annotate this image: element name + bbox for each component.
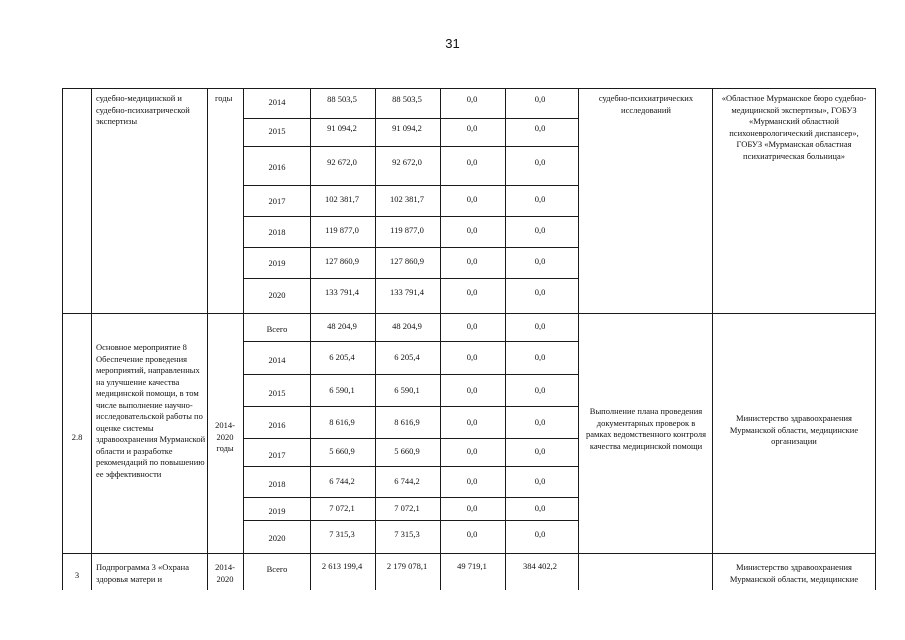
block2-total: 6 744,2 [329,476,355,486]
block3-col1: 2 179 078,1 [386,561,428,571]
block1-col1: 127 860,9 [390,256,424,266]
table-border [875,88,876,590]
block2-year: 2014 [268,355,286,365]
block2-col2: 0,0 [466,503,478,513]
page-number: 31 [445,36,460,51]
block2-col2: 0,0 [466,476,478,486]
block1-year: 2020 [268,290,286,300]
block1-period: годы [215,93,233,103]
block3-year: Всего [266,564,288,574]
table-border [62,313,876,314]
block1-total: 88 503,5 [327,94,357,104]
block2-col3: 0,0 [534,417,546,427]
block1-year: 2017 [268,196,286,206]
block2-col1: 8 616,9 [394,417,420,427]
table-border [243,88,244,590]
row-border [243,438,578,439]
block1-col3: 0,0 [534,256,546,266]
block1-year: 2015 [268,126,286,136]
block2-col3: 0,0 [534,529,546,539]
row-border [243,520,578,521]
block2-total: 48 204,9 [327,321,357,331]
block2-year: Всего [266,324,288,334]
block1-col2: 0,0 [466,157,478,167]
block3-executor: Министерство здравоохранения Мурманской области, медицинские [729,562,859,584]
block2-year: 2017 [268,450,286,460]
block1-col2: 0,0 [466,194,478,204]
block2-total: 5 660,9 [329,446,355,456]
block2-year: 2018 [268,479,286,489]
table-border [440,88,441,590]
table-border [505,88,506,590]
block2-col1: 7 315,3 [394,529,420,539]
block2-col1: 7 072,1 [394,503,420,513]
block1-total: 92 672,0 [327,157,357,167]
block2-total: 7 072,1 [329,503,355,513]
block3-col2: 49 719,1 [457,561,487,571]
table-border [62,88,876,89]
block2-col2: 0,0 [466,385,478,395]
block2-col2: 0,0 [466,446,478,456]
block2-col3: 0,0 [534,476,546,486]
block1-col1: 119 877,0 [390,225,424,235]
table-border [578,88,579,590]
block1-year: 2018 [268,227,286,237]
block1-total: 133 791,4 [325,287,359,297]
block2-total: 7 315,3 [329,529,355,539]
block1-col3: 0,0 [534,94,546,104]
block1-col2: 0,0 [466,287,478,297]
block2-number: 2.8 [71,432,83,442]
block1-total: 91 094,2 [327,123,357,133]
block1-col1: 92 672,0 [392,157,422,167]
block2-total: 6 590,1 [329,385,355,395]
row-border [243,118,578,119]
block1-col2: 0,0 [466,123,478,133]
block3-col3: 384 402,2 [523,561,557,571]
block1-total: 119 877,0 [325,225,359,235]
block1-total: 127 860,9 [325,256,359,266]
row-border [243,278,578,279]
block1-result: судебно-психиатрических исследований [598,93,694,115]
block2-period: 2014-2020 годы [215,420,235,453]
block2-executor: Министерство здравоохранения Мурманской области, медицинские организации [729,413,859,446]
block2-col2: 0,0 [466,417,478,427]
block1-col1: 102 381,7 [390,194,424,204]
block2-year: 2019 [268,506,286,516]
block3-total: 2 613 199,4 [321,561,363,571]
block2-col2: 0,0 [466,529,478,539]
block2-col1: 48 204,9 [392,321,422,331]
table-border [62,553,876,554]
row-border [243,497,578,498]
row-border [243,247,578,248]
block2-col1: 6 590,1 [394,385,420,395]
block1-col1: 91 094,2 [392,123,422,133]
block3-number: 3 [74,570,80,580]
block2-col3: 0,0 [534,503,546,513]
block3-name: Подпрограмма 3 «Охрана здоровья матери и [96,562,189,584]
block1-col2: 0,0 [466,94,478,104]
table-border [375,88,376,590]
block1-col3: 0,0 [534,225,546,235]
block2-result: Выполнение плана проведения документарных проверок в рамках ведомственного контроля качества медицинской помощи [585,406,707,451]
block2-col3: 0,0 [534,321,546,331]
block2-year: 2015 [268,388,286,398]
block1-col2: 0,0 [466,256,478,266]
block2-col1: 6 205,4 [394,352,420,362]
block2-name: Основное мероприятие 8 Обеспечение проведения мероприятий, направленных на улучшение качества медицинской помощи, в том числе выполнение научно-исследовательской работы по оценке системы здравоохранения Мурманской области и разработке рекомендаций по повышению ее эффективности [96,342,206,479]
block2-col1: 5 660,9 [394,446,420,456]
block1-year: 2019 [268,258,286,268]
row-border [243,185,578,186]
row-border [243,406,578,407]
block1-col2: 0,0 [466,225,478,235]
block1-col3: 0,0 [534,287,546,297]
block2-col3: 0,0 [534,385,546,395]
block1-executor: «Областное Мурманское бюро судебно-медицинской экспертизы», ГОБУЗ «Мурманский областной психоневрологический диспансер», ГОБУЗ «Мурманская областная психиатрическая больница» [721,93,867,161]
row-border [243,146,578,147]
block1-total: 102 381,7 [325,194,359,204]
table-border [207,88,208,590]
block1-col1: 88 503,5 [392,94,422,104]
block2-col2: 0,0 [466,352,478,362]
table-border [62,88,63,590]
block2-col3: 0,0 [534,446,546,456]
block1-year: 2014 [268,97,286,107]
block3-period: 2014-2020 [215,562,235,584]
block2-total: 6 205,4 [329,352,355,362]
block1-col3: 0,0 [534,157,546,167]
block2-year: 2020 [268,533,286,543]
block2-col2: 0,0 [466,321,478,331]
row-border [243,216,578,217]
block2-col1: 6 744,2 [394,476,420,486]
table-border [712,88,713,590]
table-border [310,88,311,590]
row-border [243,374,578,375]
block1-year: 2016 [268,162,286,172]
block1-col3: 0,0 [534,123,546,133]
block1-col3: 0,0 [534,194,546,204]
row-border [243,341,578,342]
row-border [243,466,578,467]
block2-year: 2016 [268,420,286,430]
block2-total: 8 616,9 [329,417,355,427]
block2-col3: 0,0 [534,352,546,362]
table-border [91,88,92,590]
block1-name: судебно-медицинской и судебно-психиатрической экспертизы [96,93,190,126]
block1-col1: 133 791,4 [390,287,424,297]
